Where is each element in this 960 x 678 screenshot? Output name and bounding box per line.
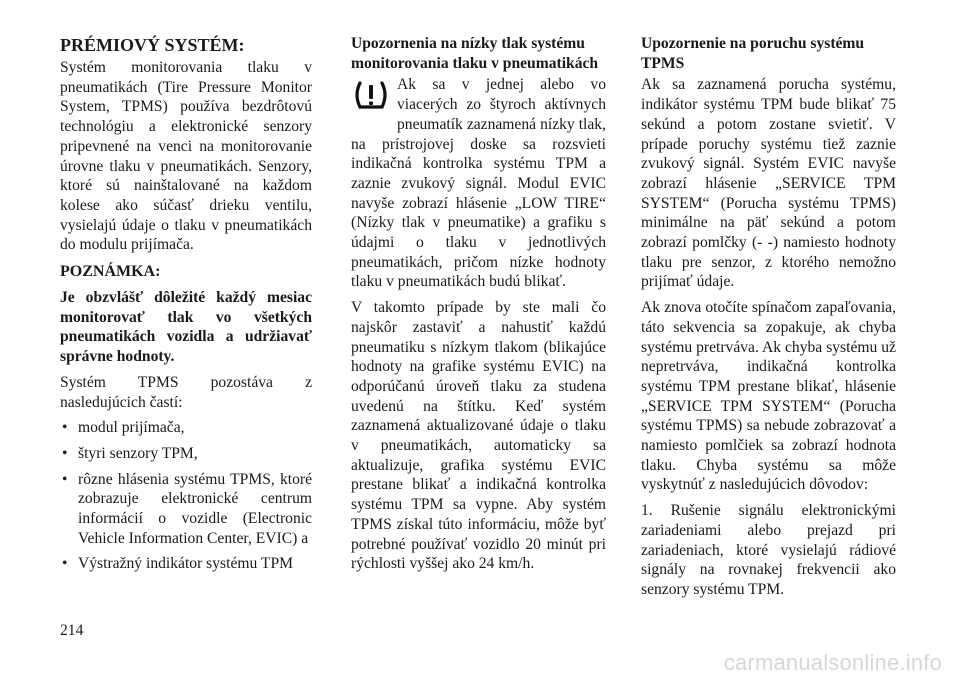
parts-intro: Systém TPMS pozostáva z nasledujúcich častí: — [60, 373, 312, 411]
section-heading: PRÉMIOVÝ SYSTÉM: — [60, 35, 245, 55]
malfunction-heading: Upozornenie na poruchu systému TPMS — [641, 35, 865, 72]
parts-list — [60, 418, 312, 574]
list-item: • Výstražný indikátor systému TPM — [60, 554, 312, 574]
malfunction-paragraph-3: 1. Rušenie signálu elektronickými zariadeniami alebo prejazd pri zariadeniach, ktoré vysielajú rádiové signály na rovnakej frekvencii ako senzory systému TPM. — [641, 502, 896, 598]
note-body: Je obzvlášť dôležité každý mesiac monitorovať tlak vo všetkých pneumatikách vozidla a udržiavať správne hodnoty. — [60, 289, 312, 366]
intro-paragraph: Systém monitorovania tlaku v pneumatikách (Tire Pressure Monitor System, TPMS) používa bezdrôtovú technológiu a elektronické senzory pripevnené na venci na monitorovanie úrovne tlaku v pneumatikách. Senzory, ktoré sú nainštalované na každom kolese ako súčasť drieku ventilu, vysielajú údaje o tlaku v pneumatikách do modulu prijímača. — [60, 59, 312, 254]
list-item: • štyri senzory TPM, — [60, 444, 312, 464]
malfunction-paragraph-2: Ak znova otočíte spínačom zapaľovania, táto sekvencia sa zopakuje, ak chyba systému pretrváva. Ak chyba systému už nepretrváva, indikačná kontrolka systému TPM prestane blikať, hlásenie „SERVICE TPM SYSTEM“ (Porucha systému TPMS) sa nebude zobrazovať a namiesto pomlčiek sa zobrazí hodnota tlaku. Chyba systému sa môže vyskytnúť z nasledujúcich dôvodov: — [641, 299, 896, 494]
warning-block — [351, 75, 606, 292]
action-paragraph: V takomto prípade by ste mali čo najskôr zastaviť a nahustiť každú pneumatiku s nízkym tlakom (blikajúce hodnoty na grafike systému EVIC) na odporúčanú úroveň tlaku za studena uvedenú na štítku. Keď systém zaznamená aktualizované údaje o tlaku v pneumatikách, automaticky sa aktualizuje, grafika systému EVIC prestane blikať a indikačná kontrolka systému TPM sa vypne. Aby systém TPMS získal túto informáciu, môže byť potrebné používať vozidlo 20 minút pri rýchlosti vyššej ako 24 km/h. — [351, 299, 606, 573]
note-heading: POZNÁMKA: — [60, 263, 161, 281]
page-number: 214 — [60, 622, 84, 639]
list-item: • modul prijímača, — [60, 418, 312, 438]
malfunction-paragraph-1: Ak sa zaznamená porucha systému, indikátor systému TPM bude blikať 75 sekúnd a potom zostane svietiť. V prípade poruchy systému tiež zaznie zvukový signál. Systém EVIC navyše zobrazí hlásenie „SERVICE TPM SYSTEM“ (Porucha systému TPMS) minimálne na päť sekúnd a potom zobrazí pomlčky (- -) namiesto hodnoty tlaku pre senzor, z ktorého nemožno prijímať údaje. — [641, 76, 896, 291]
tire-pressure-warning-icon — [351, 75, 391, 115]
low-pressure-heading: Upozornenia na nízky tlak systému monitorovania tlaku v pneumatikách — [351, 35, 599, 72]
column-right — [641, 34, 896, 606]
watermark: carmanualsonline.info — [723, 650, 942, 675]
list-item: • rôzne hlásenia systému TPMS, ktoré zobrazuje elektronické centrum informácií o vozidle (Electronic Vehicle Information Center, EVIC) a — [60, 470, 312, 549]
column-left — [60, 34, 312, 580]
column-middle — [351, 34, 606, 580]
warning-paragraph: Ak sa v jednej alebo vo viacerých zo štyroch aktívnych pneumatík zaznamená nízky tlak, na prístrojovej doske sa rozsvieti indikačná kontrolka systému TPM a zaznie zvukový signál. Modul EVIC navyše zobrazí hlásenie „LOW TIRE“ (Nízky tlak v pneumatike) a grafiku s údajmi o tlaku v jednotlivých pneumatikách, pričom nízke hodnoty tlaku v pneumatikách budú blikať. — [351, 76, 606, 291]
